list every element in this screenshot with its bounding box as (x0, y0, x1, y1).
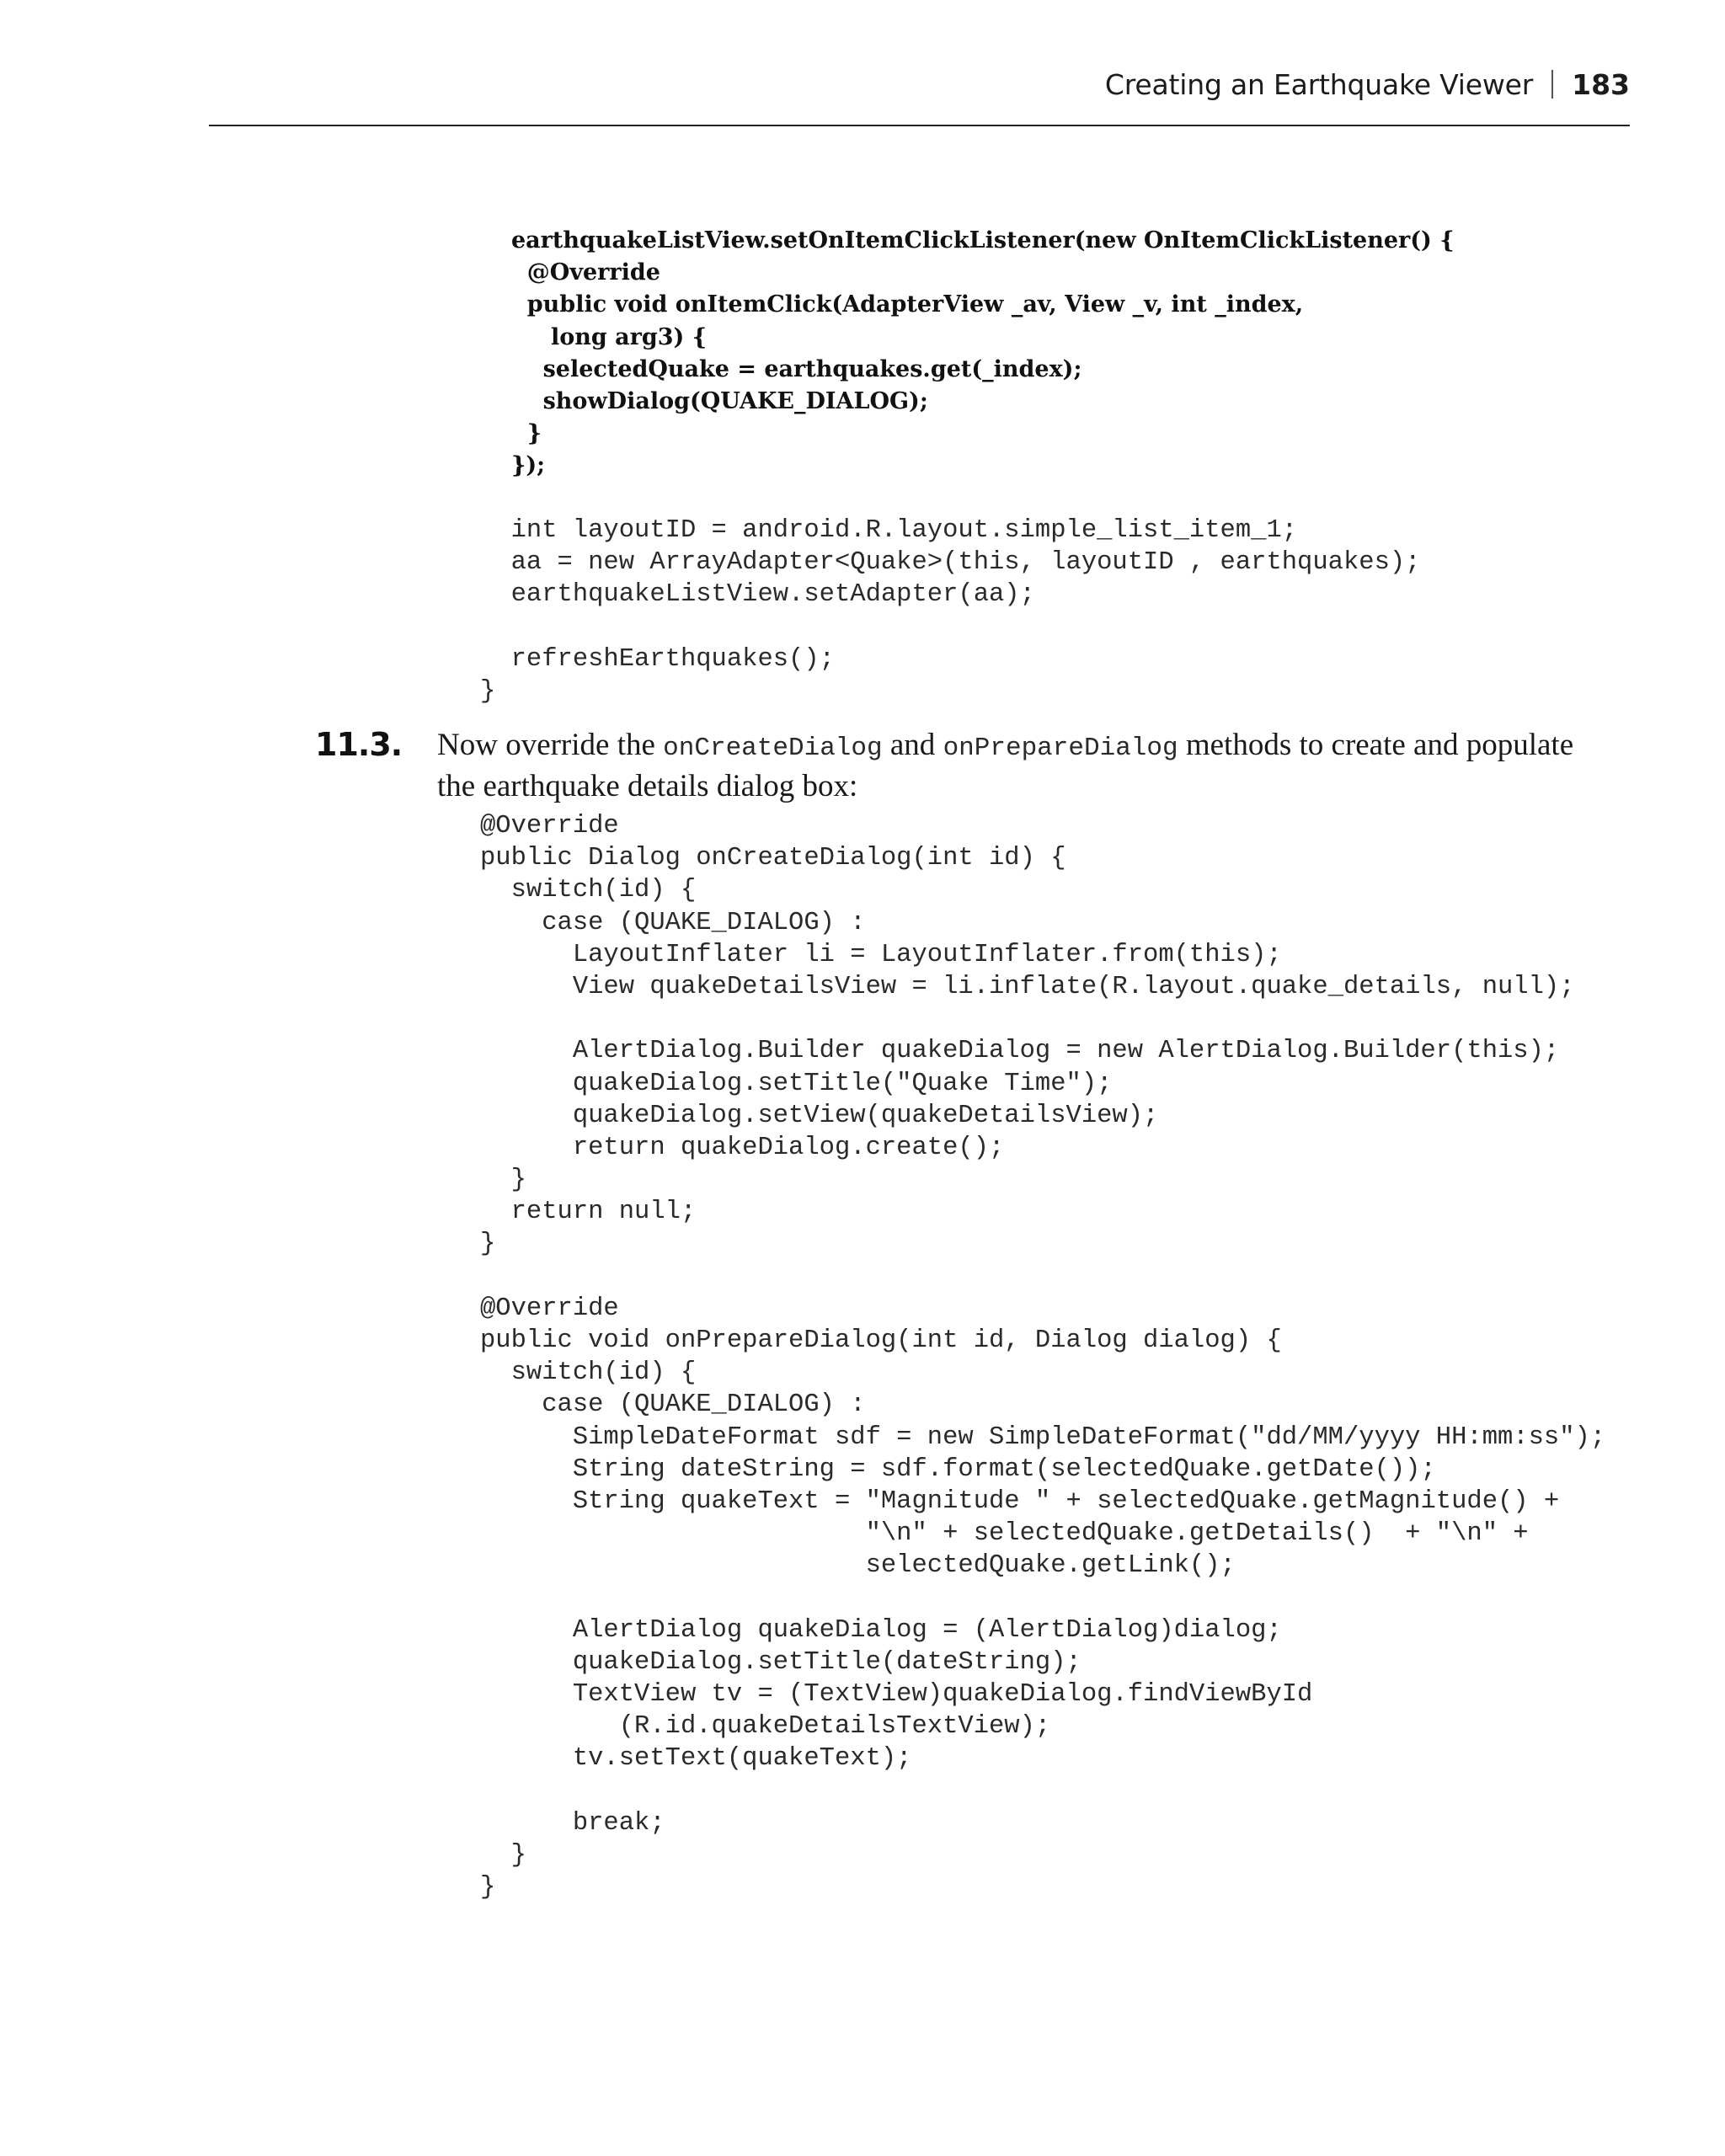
code-line: quakeDialog.setTitle("Quake Time"); (480, 1069, 1113, 1098)
step-text-middle: and (882, 728, 943, 762)
page-number: 183 (1572, 67, 1630, 101)
code-line: @Override (480, 1294, 619, 1323)
code-line: switch(id) { (480, 876, 697, 905)
code-line: AlertDialog.Builder quakeDialog = new AlertDialog.Builder(this); (480, 1037, 1560, 1066)
code-line: } (480, 1873, 496, 1903)
code-line: }); (511, 452, 546, 479)
code-line: refreshEarthquakes(); (480, 644, 835, 674)
code-line: quakeDialog.setTitle(dateString); (480, 1647, 1081, 1677)
code-line: String dateString = sdf.format(selectedQuake.getDate()); (480, 1454, 1436, 1484)
inline-code-oncreatedialog: onCreateDialog (663, 734, 883, 763)
code-line: LayoutInflater li = LayoutInflater.from(this); (480, 940, 1282, 969)
code-line: String quakeText = "Magnitude " + selectedQuake.getMagnitude() + (480, 1486, 1560, 1516)
code-line: showDialog(QUAKE_DIALOG); (511, 387, 928, 414)
code-line (480, 1003, 1605, 1035)
code-line: public void onItemClick(AdapterView _av, View _v, int _index, (511, 291, 1304, 318)
code-line: } (480, 1166, 526, 1195)
code-line: } (480, 1841, 526, 1870)
code-line: @Override (511, 259, 660, 286)
step-text-after: methods to create and populate the earthquake details dialog box: (437, 728, 1574, 803)
code-line: long arg3) { (511, 323, 708, 350)
inline-code-onpreparedialog: onPrepareDialog (943, 734, 1178, 763)
code-block-listener (511, 225, 1455, 483)
code-line: "\n" + selectedQuake.getDetails() + "\n" + (480, 1519, 1529, 1549)
code-line: earthquakeListView.setOnItemClickListener(new OnItemClickListener() { (511, 227, 1455, 253)
chapter-title: Creating an Earthquake Viewer (1104, 67, 1534, 101)
code-line: View quakeDetailsView = li.inflate(R.layout.quake_details, null); (480, 972, 1575, 1001)
code-line: public Dialog onCreateDialog(int id) { (480, 844, 1066, 873)
code-line: public void onPrepareDialog(int id, Dialog dialog) { (480, 1326, 1282, 1355)
code-block-adapter (480, 515, 1420, 707)
step-number: 11.3. (315, 726, 403, 763)
code-line: @Override (480, 812, 619, 841)
code-line (480, 611, 1420, 643)
code-line: } (480, 1230, 496, 1259)
code-line: quakeDialog.setView(quakeDetailsView); (480, 1101, 1159, 1130)
code-line: case (QUAKE_DIALOG) : (480, 1390, 866, 1420)
code-line: aa = new ArrayAdapter<Quake>(this, layoutID , earthquakes); (480, 548, 1421, 578)
code-line: AlertDialog quakeDialog = (AlertDialog)dialog; (480, 1615, 1282, 1645)
step-text-before: Now override the (437, 728, 664, 762)
code-line: break; (480, 1808, 665, 1838)
header-separator (1551, 70, 1553, 99)
code-line: int layoutID = android.R.layout.simple_list_item_1; (480, 516, 1298, 545)
code-line: TextView tv = (TextView)quakeDialog.findViewById (480, 1680, 1313, 1710)
code-line: return quakeDialog.create(); (480, 1133, 1005, 1162)
code-line: selectedQuake = earthquakes.get(_index); (511, 355, 1082, 382)
code-line: earthquakeListView.setAdapter(aa); (480, 580, 1035, 610)
code-line: case (QUAKE_DIALOG) : (480, 908, 866, 937)
code-line (480, 1775, 1605, 1807)
code-block-dialogs (480, 810, 1605, 1903)
header-rule (209, 125, 1630, 126)
code-line: selectedQuake.getLink(); (480, 1551, 1236, 1581)
code-line: return null; (480, 1198, 697, 1227)
code-line: tv.setText(quakeText); (480, 1744, 912, 1774)
running-head (1105, 62, 1630, 106)
code-line (480, 1582, 1605, 1614)
code-line: } (480, 676, 496, 706)
code-line: switch(id) { (480, 1358, 697, 1388)
code-line: (R.id.quakeDetailsTextView); (480, 1712, 1051, 1742)
code-line: SimpleDateFormat sdf = new SimpleDateFormat("dd/MM/yyyy HH:mm:ss"); (480, 1422, 1606, 1452)
step-instruction (437, 726, 1616, 805)
code-line: } (511, 420, 542, 447)
code-line (480, 1261, 1605, 1293)
